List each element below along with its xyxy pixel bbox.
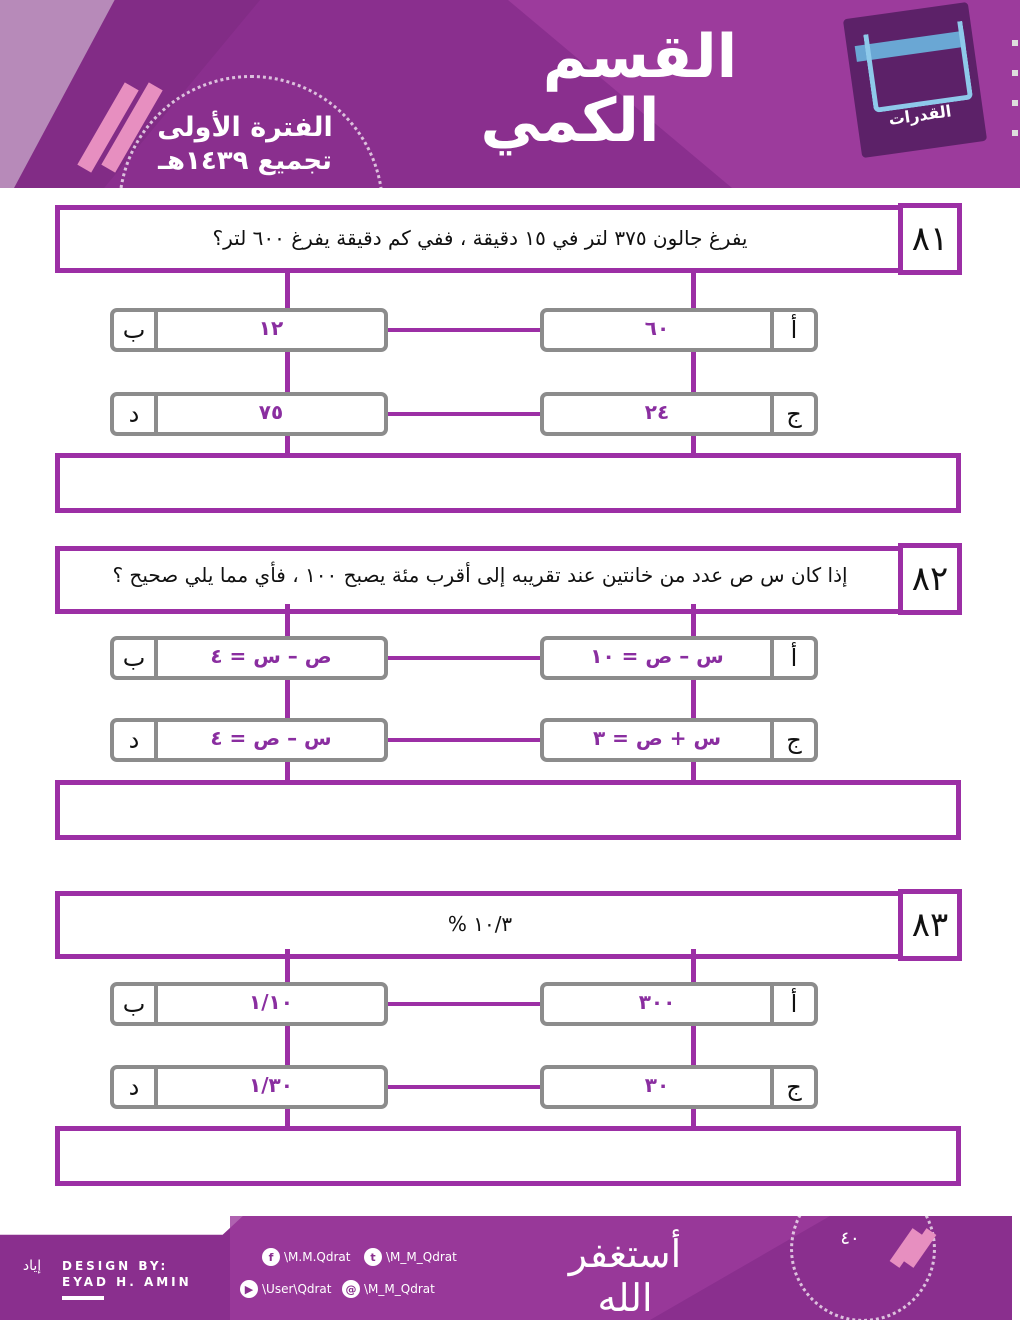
option-value: ٣٠٠: [638, 990, 676, 1014]
social-twitter[interactable]: [364, 1248, 457, 1266]
option-value: ٦٠: [644, 316, 670, 340]
option-b[interactable]: [110, 982, 388, 1026]
question-text: إذا كان س ص عدد من خانتين عند تقريبه إلى أقرب مئة يصبح ١٠٠ ، فأي مما يلي صحيح ؟: [112, 563, 848, 587]
option-c[interactable]: [540, 718, 818, 762]
period-title: الفترة الأولى: [157, 112, 333, 143]
option-value: س – ص = ٤: [210, 726, 332, 750]
book-logo: [843, 2, 987, 158]
option-value: س – ص = ١٠: [590, 644, 724, 668]
option-b[interactable]: [110, 636, 388, 680]
social-handle: \M_M_Qdrat: [386, 1250, 457, 1264]
option-letter: أ: [770, 986, 814, 1022]
connector-line: [388, 1002, 540, 1006]
social-youtube[interactable]: [240, 1280, 332, 1298]
social-handle: \M_M_Qdrat: [364, 1282, 435, 1296]
open-book-icon: [863, 21, 973, 113]
connector-line: [388, 656, 540, 660]
option-letter: ج: [770, 1069, 814, 1105]
social-instagram[interactable]: [342, 1280, 435, 1298]
design-credit: [62, 1258, 192, 1290]
question-number: ٨١: [898, 203, 962, 275]
option-letter: د: [114, 396, 158, 432]
facebook-icon: f: [262, 1248, 280, 1266]
designer-signature: إياد: [22, 1258, 42, 1274]
page-header: [0, 0, 1020, 190]
option-b[interactable]: [110, 308, 388, 352]
option-a[interactable]: [540, 308, 818, 352]
answer-box[interactable]: [55, 453, 961, 513]
period-subtitle: تجميع ١٤٣٩هـ: [158, 146, 332, 176]
option-value: ٣٠: [644, 1073, 670, 1097]
page-number: ٤٠: [840, 1228, 860, 1249]
logo-text: القدرات: [887, 101, 953, 129]
option-letter: ج: [770, 396, 814, 432]
connector-line: [388, 412, 540, 416]
answer-box[interactable]: [55, 780, 961, 840]
option-value: ٧٥: [258, 400, 284, 424]
edge-dot: [1012, 70, 1018, 76]
option-letter: ب: [114, 640, 158, 676]
calligraphy-dua: أستغفر الله: [568, 1232, 682, 1320]
option-a[interactable]: [540, 982, 818, 1026]
question-text: يفرغ جالون ٣٧٥ لتر في ١٥ دقيقة ، ففي كم دقيقة يفرغ ٦٠٠ لتر؟: [212, 226, 748, 250]
social-handle: \User\Qdrat: [262, 1282, 332, 1296]
option-a[interactable]: [540, 636, 818, 680]
page-footer: [0, 1216, 1020, 1320]
option-value: ١/١٠: [249, 990, 293, 1014]
social-handle: \M.M.Qdrat: [284, 1250, 351, 1264]
option-letter: د: [114, 722, 158, 758]
question-number: ٨٣: [898, 889, 962, 961]
option-letter: ب: [114, 312, 158, 348]
connector-line: [388, 328, 540, 332]
edge-dot: [1012, 130, 1018, 136]
section-title-line2: الكمي: [480, 86, 660, 156]
design-by-label: DESIGN BY:: [62, 1259, 169, 1273]
option-value: س + ص = ٣: [592, 726, 722, 750]
option-d[interactable]: [110, 718, 388, 762]
edge-dot: [1012, 100, 1018, 106]
designer-name: EYAD H. AMIN: [62, 1275, 192, 1289]
answer-box[interactable]: [55, 1126, 961, 1186]
edge-dot: [1012, 40, 1018, 46]
option-letter: أ: [770, 640, 814, 676]
option-c[interactable]: [540, 1065, 818, 1109]
question-number: ٨٢: [898, 543, 962, 615]
social-facebook[interactable]: [262, 1248, 350, 1266]
section-title-line1: القسم: [542, 22, 738, 92]
option-letter: أ: [770, 312, 814, 348]
option-letter: د: [114, 1069, 158, 1105]
option-letter: ب: [114, 986, 158, 1022]
youtube-icon: ▶: [240, 1280, 258, 1298]
instagram-icon: @: [342, 1280, 360, 1298]
connector-line: [388, 1085, 540, 1089]
option-value: ١٢: [258, 316, 284, 340]
option-d[interactable]: [110, 1065, 388, 1109]
question-text: ١٠/٣ %: [447, 912, 513, 936]
option-value: ص – س = ٤: [210, 644, 332, 668]
option-letter: ج: [770, 722, 814, 758]
option-value: ٢٤: [644, 400, 670, 424]
connector-line: [388, 738, 540, 742]
option-value: ١/٣٠: [249, 1073, 293, 1097]
twitter-icon: t: [364, 1248, 382, 1266]
option-c[interactable]: [540, 392, 818, 436]
divider: [62, 1296, 104, 1300]
option-d[interactable]: [110, 392, 388, 436]
